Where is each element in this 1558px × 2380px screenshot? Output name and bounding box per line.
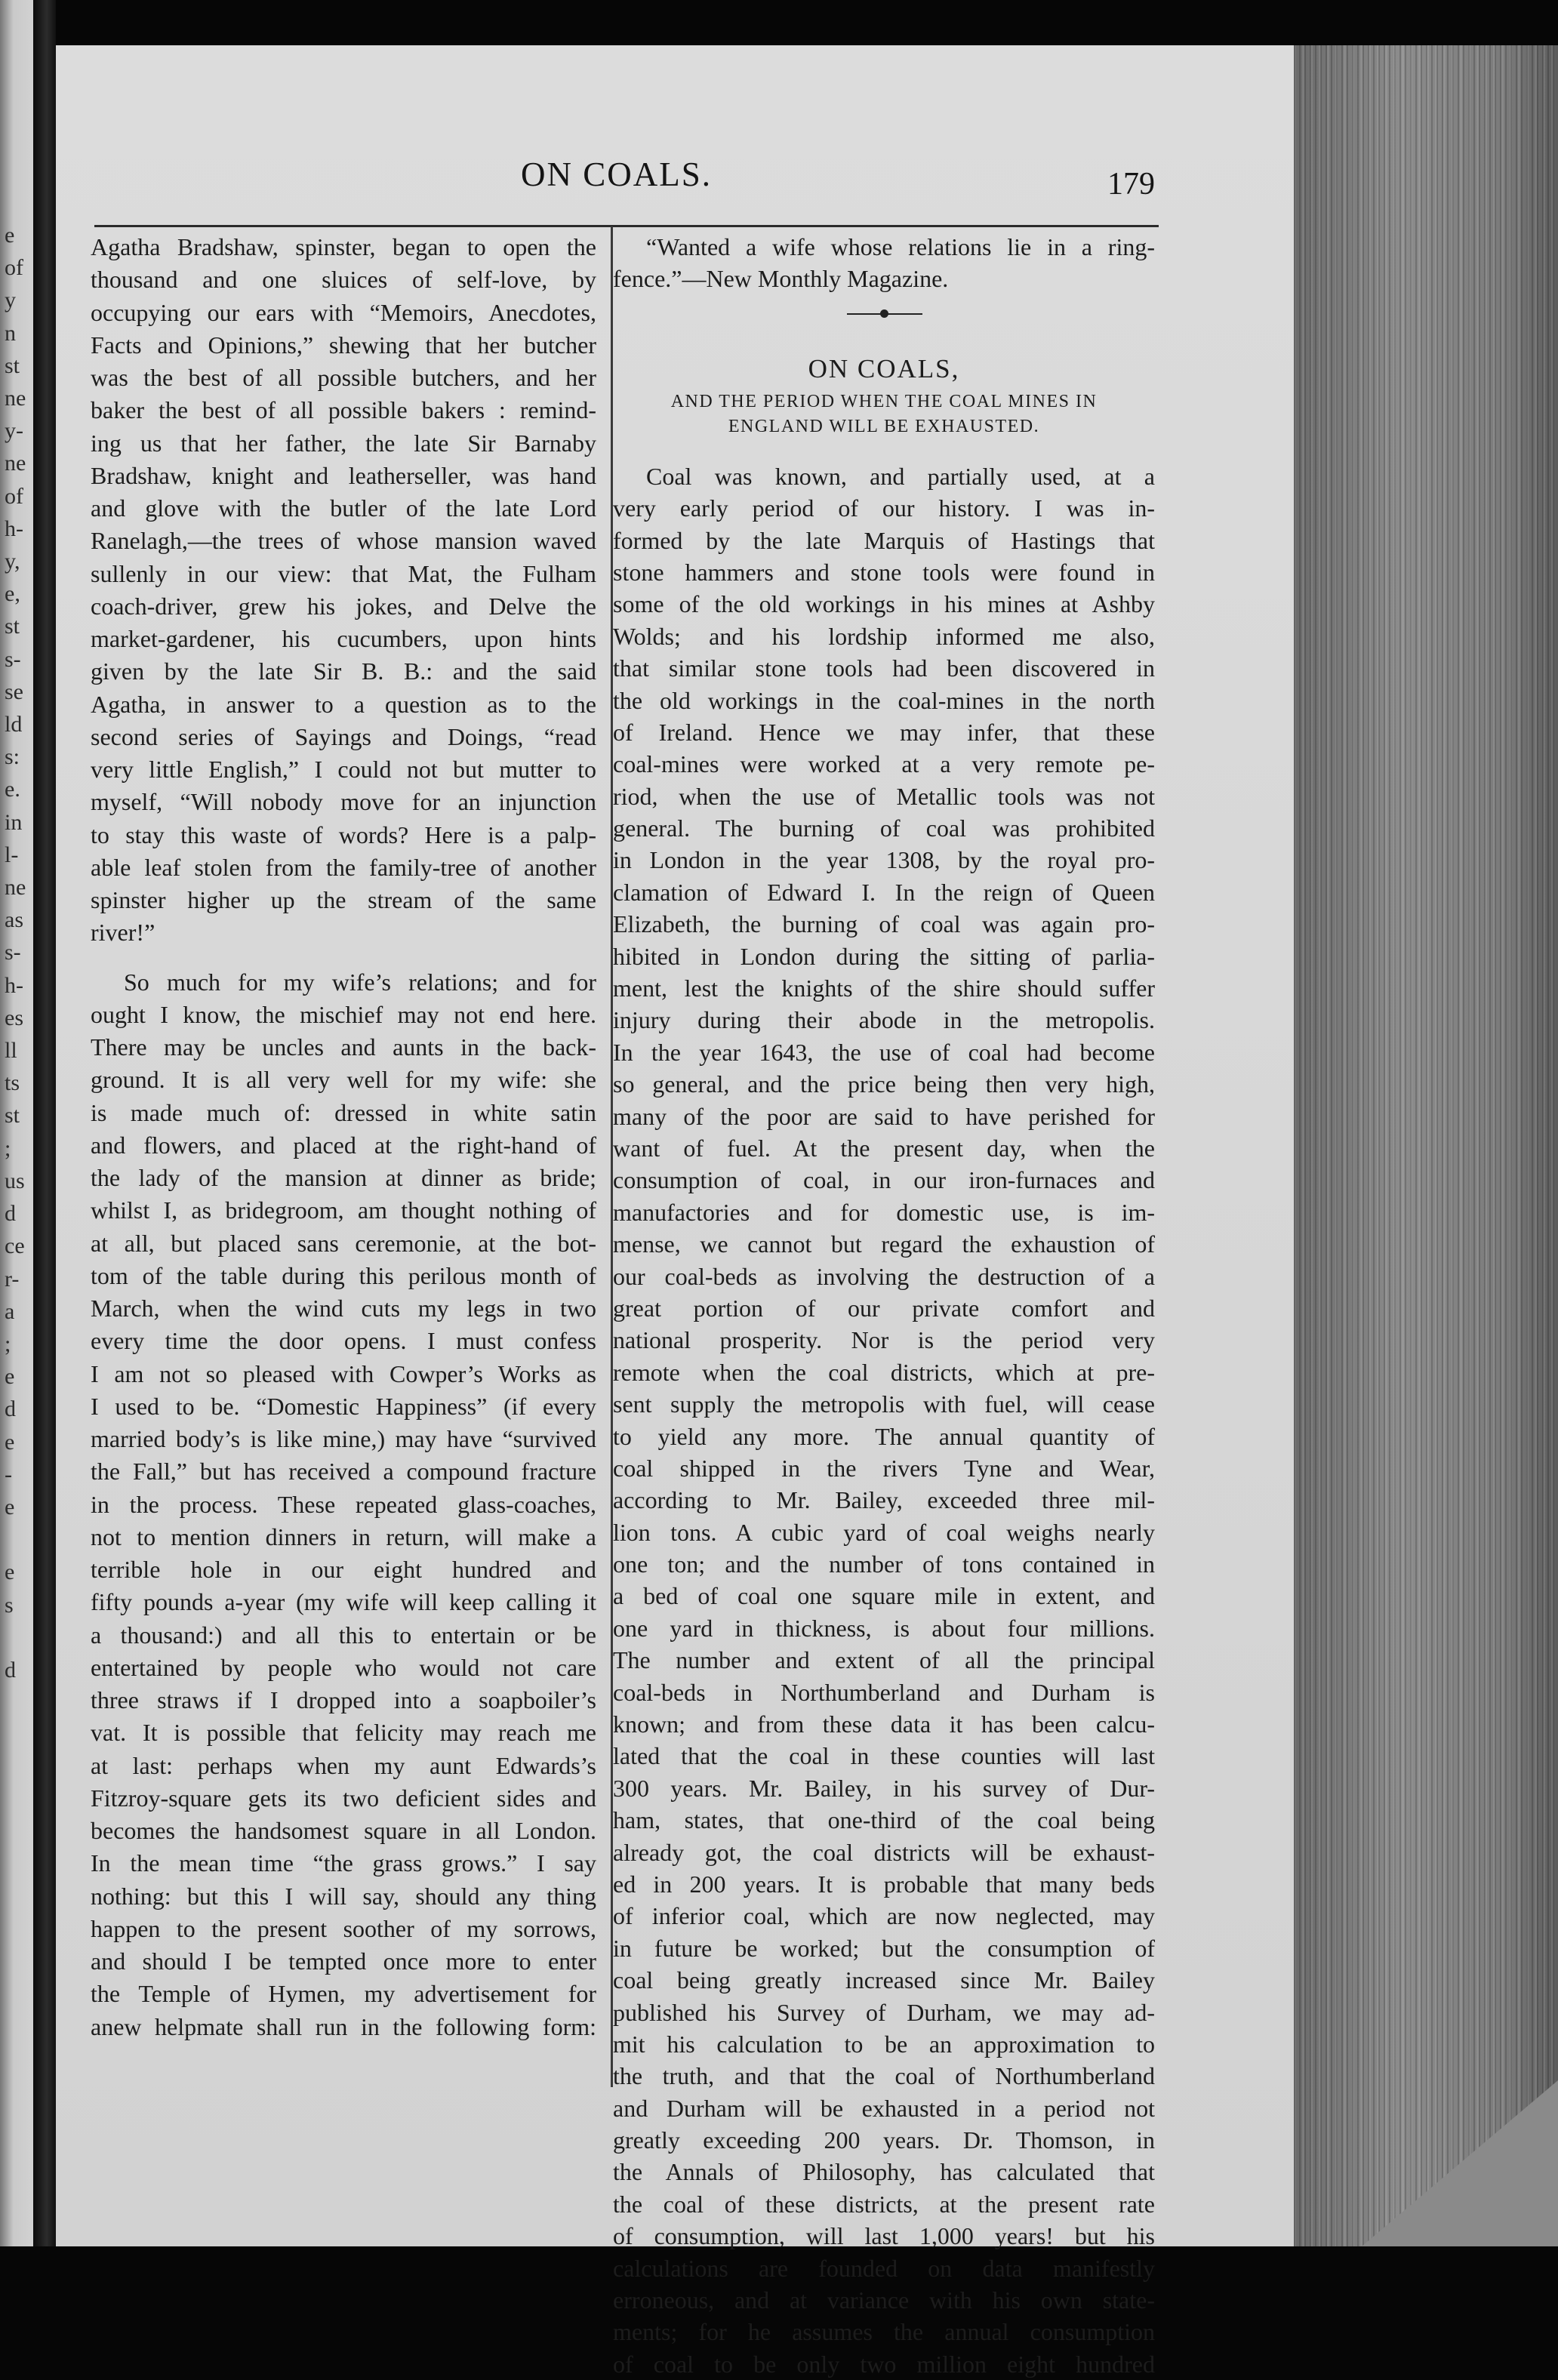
article-text-line: consumption of coal, in our iron-furnaces and (613, 1166, 1155, 1194)
text-line: the Fall,” but has received a compound fracture (91, 1458, 596, 1486)
article-text-line: great portion of our private comfort and (613, 1294, 1155, 1322)
text-line: whilst I, as bridegroom, am thought nothing of (91, 1196, 596, 1224)
article-text-line: of coal to be only two million eight hundred (613, 2350, 1155, 2378)
text-line: the lady of the mansion at dinner as bride; (91, 1164, 596, 1191)
article-text-line: coal-beds in Northumberland and Durham is (613, 1678, 1155, 1706)
page-number: 179 (1107, 167, 1155, 202)
text-line: spinster higher up the stream of the same (91, 886, 596, 913)
page-edge-stack (1294, 45, 1558, 2246)
text-line: to stay this waste of words? Here is a palp- (91, 821, 596, 848)
article-title: ON COALS, (808, 353, 960, 383)
article-text-line: of inferior coal, which are now neglected, may (613, 1902, 1155, 1930)
text-line: terrible hole in our eight hundred and (91, 1556, 596, 1583)
epigraph-quote (613, 231, 1155, 295)
text-line: So much for my wife’s relations; and for (124, 968, 596, 996)
article-subtitle (613, 389, 1155, 439)
text-line: river!” (91, 919, 155, 947)
text-line: second series of Sayings and Doings, “read (91, 722, 596, 750)
article-text-line: clamation of Edward I. In the reign of Queen (613, 878, 1155, 906)
article-text-line: already got, the coal districts will be exhaust- (613, 1838, 1155, 1866)
text-line: is made much of: dressed in white satin (91, 1098, 596, 1126)
article-text-line: published his Survey of Durham, we may ad- (613, 1998, 1155, 2026)
article-text-line: and Durham will be exhausted in a period not (613, 2094, 1155, 2122)
folded-page-corner (1362, 2080, 1558, 2246)
text-line: very little English,” I could not but mutter to (91, 756, 596, 783)
article-text-line: formed by the late Marquis of Hastings that (613, 526, 1155, 554)
article-text-line: erroneous, and at variance with his own state- (613, 2286, 1155, 2314)
article-body (613, 460, 1155, 2380)
quote-line: “Wanted a wife whose relations lie in a ring- (646, 233, 1155, 260)
text-line: Agatha Bradshaw, spinster, began to open the (91, 233, 596, 260)
article-text-line: coal being greatly increased since Mr. Bailey (613, 1966, 1155, 1994)
article-text-line: hibited in London during the sitting of parlia- (613, 942, 1155, 970)
article-text-line: one yard in thickness, is about four millions. (613, 1614, 1155, 1642)
article-text-line: 300 years. Mr. Bailey, in his survey of Dur- (613, 1774, 1155, 1802)
text-line: and should I be tempted once more to enter (91, 1947, 596, 1975)
article-text-line: remote when the coal districts, which at pre- (613, 1358, 1155, 1386)
text-line: occupying our ears with “Memoirs, Anecdotes, (91, 298, 596, 326)
article-text-line: want of fuel. At the present day, when the (613, 1134, 1155, 1162)
article-text-line: that similar stone tools had been discovered in (613, 654, 1155, 682)
article-text-line: to yield any more. The annual quantity of (613, 1422, 1155, 1450)
text-line: market-gardener, his cucumbers, upon hints (91, 625, 596, 652)
article-text-line: coal shipped in the rivers Tyne and Wear, (613, 1454, 1155, 1482)
article-text-line: coal-mines were worked at a very remote pe- (613, 750, 1155, 778)
text-line: tom of the table during this perilous month of (91, 1261, 596, 1289)
text-line: fifty pounds a-year (my wife will keep calling it (91, 1588, 596, 1616)
left-paragraph-1 (91, 231, 596, 950)
text-line: and flowers, and placed at the right-hand of (91, 1131, 596, 1159)
text-line: able leaf stolen from the family-tree of another (91, 853, 596, 881)
text-line: every time the door opens. I must confess (91, 1327, 596, 1355)
article-text-line: The number and extent of all the principal (613, 1646, 1155, 1674)
text-line: Facts and Opinions,” shewing that her butcher (91, 331, 596, 359)
article-text-line: one ton; and the number of tons contained in (613, 1550, 1155, 1578)
article-text-line: Coal was known, and partially used, at a (646, 462, 1155, 490)
text-line: March, when the wind cuts my legs in two (91, 1295, 596, 1322)
text-line: at last: perhaps when my aunt Edwards’s (91, 1751, 596, 1779)
text-line: myself, “Will nobody move for an injunction (91, 788, 596, 816)
quote-line: fence.”—New Monthly Magazine. (613, 265, 949, 293)
article-text-line: very early period of our history. I was in- (613, 494, 1155, 522)
article-text-line: In the year 1643, the use of coal had become (613, 1038, 1155, 1066)
article-text-line: Wolds; and his lordship informed me also, (613, 622, 1155, 650)
text-line: becomes the handsomest square in all London. (91, 1817, 596, 1844)
article-text-line: injury during their abode in the metropolis. (613, 1006, 1155, 1034)
divider-dot (880, 309, 888, 318)
text-line: and glove with the butler of the late Lord (91, 494, 596, 522)
text-line: sullenly in our view: that Mat, the Fulham (91, 559, 596, 587)
adjacent-page-fragments: e of y n st ne y- ne of h- y, e, st s- se ld s: e. in l- ne as s- h- es ll ts st ; us d ce r- a ; e d e - e e s d (5, 223, 26, 1683)
article-text-line: the coal of these districts, at the present rate (613, 2190, 1155, 2218)
article-text-line: ments; for he assumes the annual consumption (613, 2318, 1155, 2346)
article-text-line: in London in the year 1308, by the royal pro- (613, 846, 1155, 874)
text-line: ing us that her father, the late Sir Barnaby (91, 429, 596, 457)
text-line: married body’s is like mine,) may have “survived (91, 1425, 596, 1452)
article-text-line: in future be worked; but the consumption of (613, 1934, 1155, 1962)
article-text-line: lion tons. A cubic yard of coal weighs nearly (613, 1518, 1155, 1546)
article-text-line: greatly exceeding 200 years. Dr. Thomson, in (613, 2126, 1155, 2154)
subtitle-line: ENGLAND WILL BE EXHAUSTED. (728, 416, 1040, 436)
article-text-line: stone hammers and stone tools were found in (613, 558, 1155, 586)
article-text-line: many of the poor are said to have perished for (613, 1102, 1155, 1130)
running-head: ON COALS. (521, 155, 713, 193)
article-text-line: mit his calculation to be an approximation to (613, 2030, 1155, 2058)
article-text-line: the Annals of Philosophy, has calculated that (613, 2158, 1155, 2186)
book-gutter (33, 0, 56, 2246)
article-text-line: riod, when the use of Metallic tools was not (613, 782, 1155, 810)
adjacent-page-edge (0, 0, 33, 2246)
article-text-line: a bed of coal one square mile in extent, and (613, 1582, 1155, 1610)
text-line: happen to the present soother of my sorrows, (91, 1914, 596, 1942)
article-text-line: the truth, and that the coal of Northumberland (613, 2062, 1155, 2090)
text-line: baker the best of all possible bakers : remind- (91, 396, 596, 424)
title-spacer (613, 439, 1155, 460)
text-line: Bradshaw, knight and leatherseller, was hand (91, 461, 596, 489)
left-column (91, 231, 596, 2043)
paragraph-gap (91, 950, 596, 966)
article-text-line: general. The burning of coal was prohibited (613, 814, 1155, 842)
text-line: ground. It is all very well for my wife: she (91, 1066, 596, 1094)
text-line: in the process. These repeated glass-coaches, (91, 1490, 596, 1518)
article-text-line: manufactories and for domestic use, is im- (613, 1198, 1155, 1226)
text-line: three straws if I dropped into a soapboiler’s (91, 1686, 596, 1713)
text-line: anew helpmate shall run in the following form: (91, 2012, 596, 2040)
article-text-line: ham, states, that one-third of the coal being (613, 1806, 1155, 1834)
text-line: There may be uncles and aunts in the back- (91, 1033, 596, 1061)
article-text-line: mense, we cannot but regard the exhaustion of (613, 1230, 1155, 1258)
text-line: ought I know, the mischief may not end here. (91, 1000, 596, 1028)
right-column (613, 231, 1155, 2380)
text-line: nothing: but this I will say, should any thing (91, 1882, 596, 1910)
section-divider (613, 295, 1155, 331)
text-line: Ranelagh,—the trees of whose mansion waved (91, 527, 596, 555)
subtitle-line: AND THE PERIOD WHEN THE COAL MINES IN (670, 391, 1098, 411)
text-line: I am not so pleased with Cowper’s Works as (91, 1359, 596, 1387)
article-text-line: of Ireland. Hence we may infer, that these (613, 718, 1155, 746)
text-line: Agatha, in answer to a question as to the (91, 690, 596, 718)
text-line: a thousand:) and all this to entertain or be (91, 1621, 596, 1649)
article-text-line: the old workings in the coal-mines in the north (613, 686, 1155, 714)
text-line: not to mention dinners in return, will make a (91, 1523, 596, 1550)
article-text-line: lated that the coal in these counties will last (613, 1742, 1155, 1770)
text-line: Fitzroy-square gets its two deficient sides and (91, 1784, 596, 1812)
text-line: entertained by people who would not care (91, 1653, 596, 1681)
article-text-line: some of the old workings in his mines at Ashby (613, 590, 1155, 618)
article-text-line: sent supply the metropolis with fuel, will cease (613, 1390, 1155, 1418)
article-text-line: according to Mr. Bailey, exceeded three mil- (613, 1486, 1155, 1514)
article-text-line: Elizabeth, the burning of coal was again pro- (613, 910, 1155, 938)
article-text-line: calculations are founded on data manifestly (613, 2254, 1155, 2282)
article-text-line: ed in 200 years. It is probable that many beds (613, 1870, 1155, 1898)
text-line: given by the late Sir B. B.: and the said (91, 657, 596, 685)
article-text-line: of consumption, will last 1,000 years! but his (613, 2222, 1155, 2250)
text-line: at all, but placed sans ceremonie, at the bot- (91, 1229, 596, 1257)
left-paragraph-2 (91, 966, 596, 2043)
text-line: thousand and one sluices of self-love, by (91, 266, 596, 294)
text-line: the Temple of Hymen, my advertisement for (91, 1980, 596, 2008)
text-line: was the best of all possible butchers, and her (91, 364, 596, 391)
article-text-line: ment, lest the knights of the shire should suffer (613, 974, 1155, 1002)
article-text-line: so general, and the price being then very high, (613, 1070, 1155, 1098)
text-line: In the mean time “the grass grows.” I say (91, 1849, 596, 1877)
text-line: vat. It is possible that felicity may reach me (91, 1719, 596, 1747)
text-line: coach-driver, grew his jokes, and Delve the (91, 592, 596, 620)
article-text-line: our coal-beds as involving the destruction of a (613, 1262, 1155, 1290)
text-line: I used to be. “Domestic Happiness” (if every (91, 1392, 596, 1420)
header-rule (94, 225, 1159, 227)
article-text-line: national prosperity. Nor is the period very (613, 1326, 1155, 1354)
article-text-line: known; and from these data it has been calcu- (613, 1710, 1155, 1738)
